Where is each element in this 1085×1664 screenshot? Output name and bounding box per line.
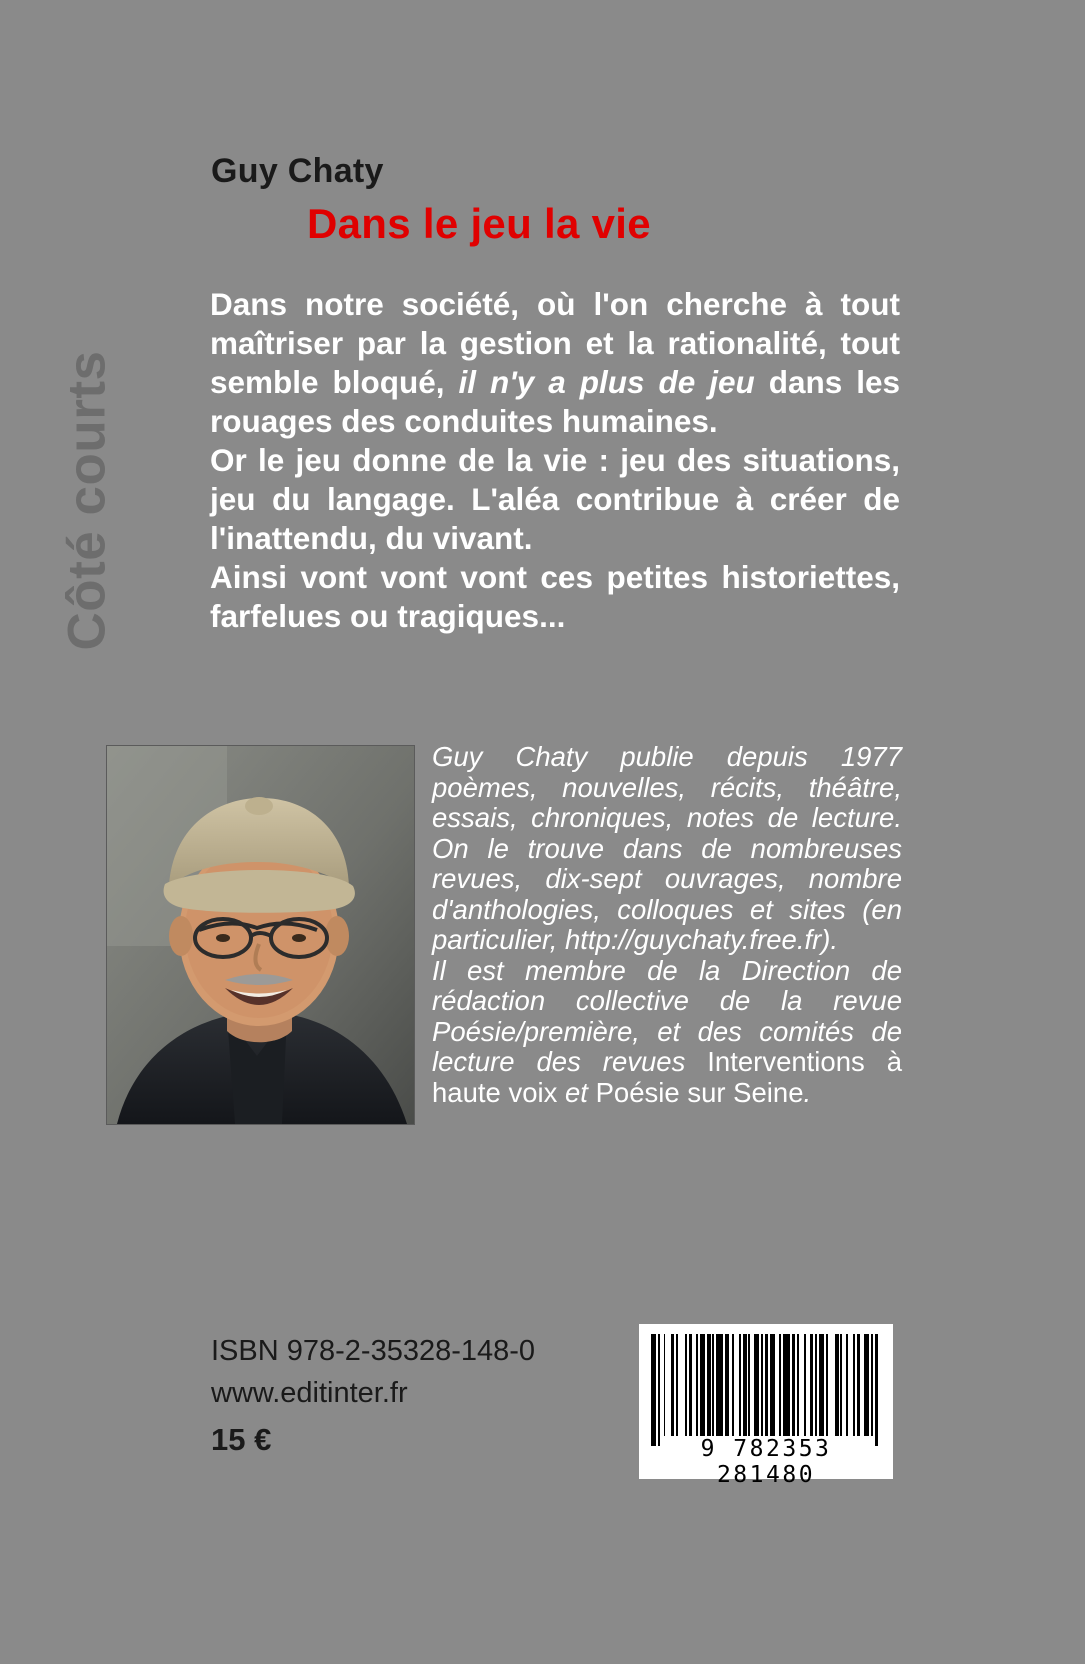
text-segment: Dans notre société, où l'on cherche à tout maîtriser par la gestion et la rationalité, tout semble bloqué, (210, 286, 900, 400)
author-name: Guy Chaty (211, 152, 384, 190)
author-photo (106, 745, 415, 1125)
text-segment: Il est membre de la Direction de rédaction collective de la revue Poésie/première, et des comités de lecture des revues (432, 954, 902, 1077)
barcode-bar (678, 1334, 685, 1436)
text-segment: Interventions à haute voix (432, 1046, 903, 1108)
isbn-text: ISBN 978-2-35328-148-0 (211, 1335, 536, 1367)
barcode (639, 1324, 893, 1488)
text-segment: Or le jeu donne de la vie : jeu des situations, jeu du langage. L'aléa contribue à créer de l'inattendu, du vivant. (210, 442, 900, 556)
portrait-illustration (107, 746, 414, 1124)
author-bio (432, 742, 902, 1108)
text-segment: dans les rouages des conduites humaines. (210, 364, 900, 439)
paragraph (210, 558, 900, 636)
text-segment: Guy Chaty publie depuis 1977 poèmes, nouvelles, récits, théâtre, essais, chroniques, notes de lecture. On le trouve dans de nombreuses revues, dix-sept ouvrages, nombre d'anthologies, colloques et sites (en particulier, http://guychaty.free.fr). (432, 741, 902, 955)
text-segment: . (803, 1076, 812, 1108)
text-segment: et (557, 1076, 596, 1108)
paragraph (432, 742, 902, 956)
text-segment: Poésie sur Seine (595, 1076, 804, 1108)
footer-info (211, 1330, 535, 1466)
paragraph (432, 956, 902, 1109)
barcode-digits: 9 782353 281480 (700, 1436, 832, 1488)
text-segment: il n'y a plus de jeu (458, 364, 755, 400)
barcode-bars (651, 1334, 881, 1436)
price-text: 15 € (211, 1422, 272, 1457)
paragraph (210, 285, 900, 441)
paragraph (210, 441, 900, 558)
barcode-bar (716, 1334, 723, 1436)
barcode-bar (783, 1334, 790, 1436)
series-label: Côté courts (57, 350, 117, 651)
barcode-bar (878, 1334, 880, 1446)
barcode-bar (828, 1334, 835, 1436)
website-text: www.editinter.fr (211, 1377, 408, 1409)
blurb-text (210, 285, 900, 636)
book-title: Dans le jeu la vie (307, 200, 651, 247)
text-segment: Ainsi vont vont vont ces petites historiettes, farfelues ou tragiques... (210, 559, 900, 634)
